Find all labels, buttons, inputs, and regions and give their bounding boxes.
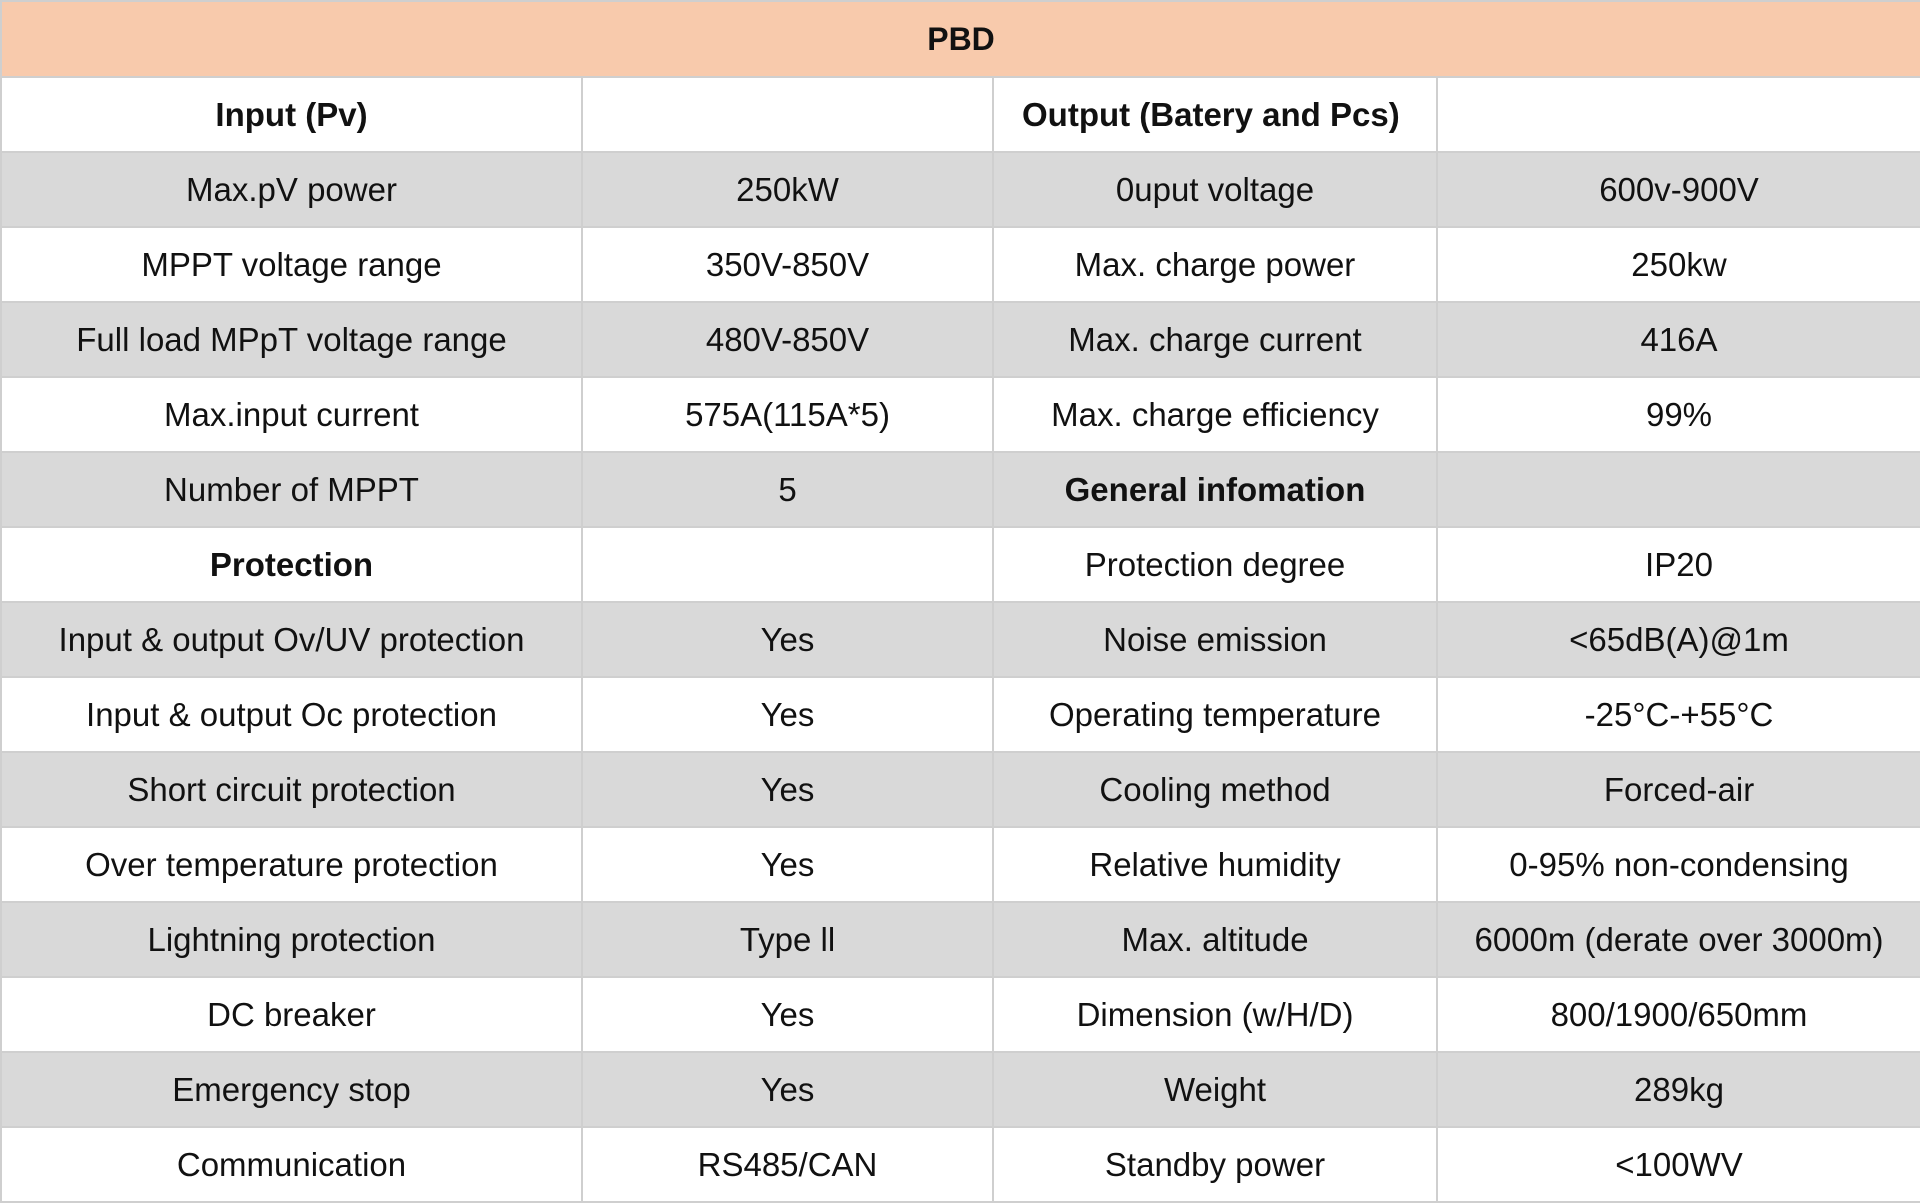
spec-label: Max. charge power xyxy=(993,227,1437,302)
spec-value: Yes xyxy=(582,752,993,827)
spec-value: Yes xyxy=(582,977,993,1052)
spec-value: 800/1900/650mm xyxy=(1437,977,1920,1052)
spec-label: Input & output Ov/UV protection xyxy=(1,602,582,677)
spec-label: Max.input current xyxy=(1,377,582,452)
spec-label: Weight xyxy=(993,1052,1437,1127)
spec-label: Max. charge efficiency xyxy=(993,377,1437,452)
spec-value xyxy=(1437,452,1920,527)
spec-value: Yes xyxy=(582,827,993,902)
table-row xyxy=(1,752,1920,827)
spec-value: Yes xyxy=(582,602,993,677)
spec-value: -25°C-+55°C xyxy=(1437,677,1920,752)
spec-value: 575A(115A*5) xyxy=(582,377,993,452)
spec-label: Input & output Oc protection xyxy=(1,677,582,752)
spec-value: 250kW xyxy=(582,152,993,227)
spec-value: 480V-850V xyxy=(582,302,993,377)
table-title: PBD xyxy=(1,1,1920,77)
spec-label: DC breaker xyxy=(1,977,582,1052)
table-row xyxy=(1,902,1920,977)
spec-value xyxy=(582,77,993,152)
table-row xyxy=(1,227,1920,302)
spec-label: Relative humidity xyxy=(993,827,1437,902)
spec-value: Type ll xyxy=(582,902,993,977)
spec-label: Emergency stop xyxy=(1,1052,582,1127)
spec-value: IP20 xyxy=(1437,527,1920,602)
spec-value: 250kw xyxy=(1437,227,1920,302)
spec-label: Over temperature protection xyxy=(1,827,582,902)
table-row xyxy=(1,677,1920,752)
spec-value: 289kg xyxy=(1437,1052,1920,1127)
spec-label: Short circuit protection xyxy=(1,752,582,827)
table-row xyxy=(1,1127,1920,1202)
spec-value: Forced-air xyxy=(1437,752,1920,827)
spec-value: Yes xyxy=(582,1052,993,1127)
spec-value: 6000m (derate over 3000m) xyxy=(1437,902,1920,977)
spec-label: Max. charge current xyxy=(993,302,1437,377)
spec-label: Max.pV power xyxy=(1,152,582,227)
spec-label: Dimension (w/H/D) xyxy=(993,977,1437,1052)
table-row xyxy=(1,377,1920,452)
spec-value: 600v-900V xyxy=(1437,152,1920,227)
spec-label: Standby power xyxy=(993,1127,1437,1202)
table-row xyxy=(1,452,1920,527)
table-row xyxy=(1,152,1920,227)
table-row xyxy=(1,302,1920,377)
spec-label: MPPT voltage range xyxy=(1,227,582,302)
spec-label: 0uput voltage xyxy=(993,152,1437,227)
section-header: Output (Batery and Pcs) xyxy=(993,77,1437,152)
table-row xyxy=(1,977,1920,1052)
spec-value: 5 xyxy=(582,452,993,527)
spec-value: 0-95% non-condensing xyxy=(1437,827,1920,902)
spec-value: 99% xyxy=(1437,377,1920,452)
spec-label: Protection degree xyxy=(993,527,1437,602)
section-header: Input (Pv) xyxy=(1,77,582,152)
spec-value: 416A xyxy=(1437,302,1920,377)
spec-label: Lightning protection xyxy=(1,902,582,977)
spec-table-body xyxy=(1,1,1920,1202)
spec-value: RS485/CAN xyxy=(582,1127,993,1202)
spec-value xyxy=(582,527,993,602)
spec-value: Yes xyxy=(582,677,993,752)
spec-label: Full load MPpT voltage range xyxy=(1,302,582,377)
spec-label: Communication xyxy=(1,1127,582,1202)
spec-value: 350V-850V xyxy=(582,227,993,302)
spec-label: Noise emission xyxy=(993,602,1437,677)
table-row xyxy=(1,527,1920,602)
table-row xyxy=(1,1052,1920,1127)
table-title-row xyxy=(1,1,1920,77)
table-row xyxy=(1,602,1920,677)
spec-label: Cooling method xyxy=(993,752,1437,827)
section-header: Protection xyxy=(1,527,582,602)
section-header: General infomation xyxy=(993,452,1437,527)
spec-value xyxy=(1437,77,1920,152)
spec-label: Max. altitude xyxy=(993,902,1437,977)
table-row xyxy=(1,77,1920,152)
table-row xyxy=(1,827,1920,902)
spec-value: <100WV xyxy=(1437,1127,1920,1202)
spec-label: Number of MPPT xyxy=(1,452,582,527)
spec-value: <65dB(A)@1m xyxy=(1437,602,1920,677)
spec-label: Operating temperature xyxy=(993,677,1437,752)
